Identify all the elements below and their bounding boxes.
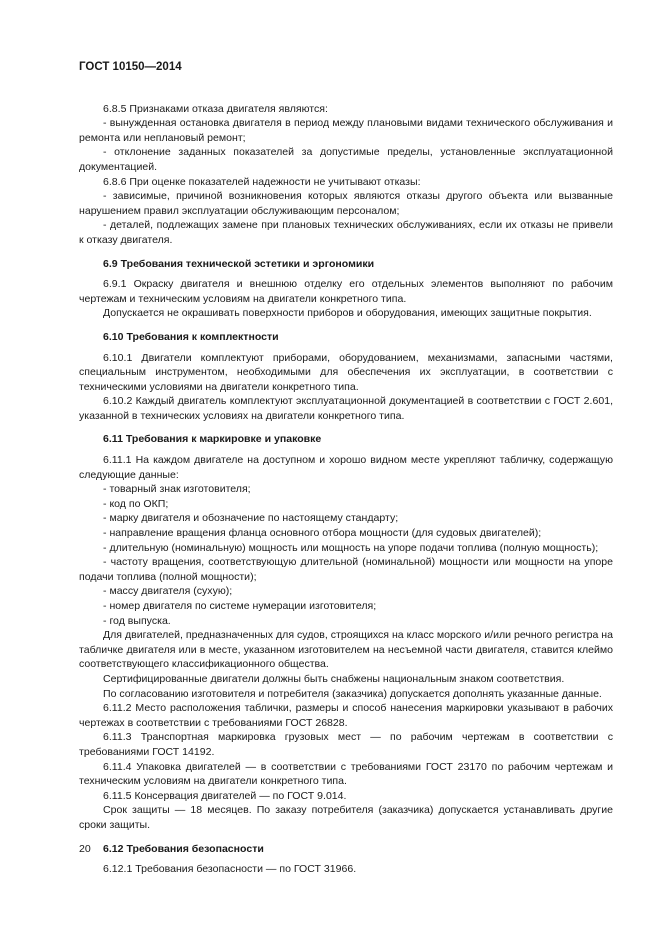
paragraph: Допускается не окрашивать поверхности приборов и оборудования, имеющих защитные покрытия. [103,307,592,320]
list-item: - вынужденная остановка двигателя в период между плановыми видами технического обслуживания и ремонта или неплановый ремонт; [79,117,613,144]
document-header: ГОСТ 10150—2014 [79,61,182,73]
paragraph: Срок защиты — 18 месяцев. По заказу потребителя (заказчика) допускается устанавливать другие сроки защиты. [79,804,613,831]
list-item: - товарный знак изготовителя; [103,483,251,496]
section-heading: 6.9 Требования технической эстетики и эргономики [103,257,375,270]
list-item: - деталей, подлежащих замене при плановых технических обслуживаниях, если их отказы не привели к отказу двигателя. [79,219,613,246]
list-item: - частоту вращения, соответствующую длительной (номинальной) мощности или мощности на упоре подачи топлива (полной мощности); [79,556,613,583]
list-item: - массу двигателя (сухую); [103,585,233,598]
paragraph: Сертифицированные двигатели должны быть снабжены национальным знаком соответствия. [103,672,565,685]
section-heading: 6.10 Требования к комплектности [103,330,279,343]
list-item: - зависимые, причиной возникновения которых являются отказы другого объекта или вызванные нарушением правил эксплуатации обслуживающим персоналом; [79,190,613,217]
list-item: - длительную (номинальную) мощность или мощность на упоре подачи топлива (полную мощность); [103,541,599,554]
clause-6-8-6: 6.8.6 При оценке показателей надежности не учитывают отказы: [103,175,421,188]
paragraph: По согласованию изготовителя и потребителя (заказчика) допускается дополнять указанные данные. [103,687,602,700]
clause-6-11-3: 6.11.3 Транспортная маркировка грузовых мест — по рабочим чертежам в соответствии с требованиями ГОСТ 14192. [79,731,613,758]
section-6-11 [79,432,613,832]
page-number: 20 [79,843,91,855]
clause-6-10-2: 6.10.2 Каждый двигатель комплектуют эксплуатационной документацией в соответствии с ГОСТ 2.601, указанной в технических условиях на двигатели конкретного типа. [79,395,613,422]
section-6-12 [79,842,613,877]
clause-6-11-2: 6.11.2 Место расположения таблички, размеры и способ нанесения маркировки указывают в рабочих чертежах в соответствии с требованиями ГОСТ 26828. [79,702,613,729]
clause-6-10-1: 6.10.1 Двигатели комплектуют приборами, оборудованием, механизмами, запасными частями, специальным инструментом, необходимыми для обеспечения их эксплуатации, в соответствии с техническими условиями на двигатели конкретного типа. [79,351,613,393]
list-item: - направление вращения фланца основного отбора мощности (для судовых двигателей); [103,527,542,540]
list-item: - марку двигателя и обозначение по настоящему стандарту; [103,512,399,525]
section-6-9 [79,257,613,321]
clause-6-12-1: 6.12.1 Требования безопасности — по ГОСТ 31966. [103,863,357,876]
paragraph: Для двигателей, предназначенных для судов, строящихся на класс морского и/или речного регистра на табличке двигателя или в месте, указанном изготовителем на несъемной части двигателя, ставится клеймо соответствующего классификационного общества. [79,629,613,671]
list-item: - номер двигателя по системе нумерации изготовителя; [103,600,377,612]
clause-6-9-1: 6.9.1 Окраску двигателя и внешнюю отделку его отдельных элементов выполняют по рабочим чертежам и техническим условиям на двигатели конкретного типа. [79,278,613,305]
section-heading: 6.11 Требования к маркировке и упаковке [103,433,322,446]
clause-6-11-4: 6.11.4 Упаковка двигателей — в соответствии с требованиями ГОСТ 23170 по рабочим чертежам и техническим условиям на двигатели конкретного типа. [79,760,613,788]
section-heading: 6.12 Требования безопасности [103,842,264,855]
intro-block [79,102,613,248]
clause-6-8-5: 6.8.5 Признаками отказа двигателя являются: [103,102,328,115]
section-6-10 [79,330,613,424]
clause-6-11-1: 6.11.1 На каждом двигателе на доступном и хорошо видном месте укрепляют табличку, содержащую следующие данные: [79,454,613,481]
list-item: - код по ОКП; [103,497,169,510]
list-item: - год выпуска. [103,614,171,627]
list-item: - отклонение заданных показателей за допустимые пределы, установленные эксплуатационной документацией. [79,146,613,173]
clause-6-11-5: 6.11.5 Консервация двигателей — по ГОСТ 9.014. [103,789,347,802]
